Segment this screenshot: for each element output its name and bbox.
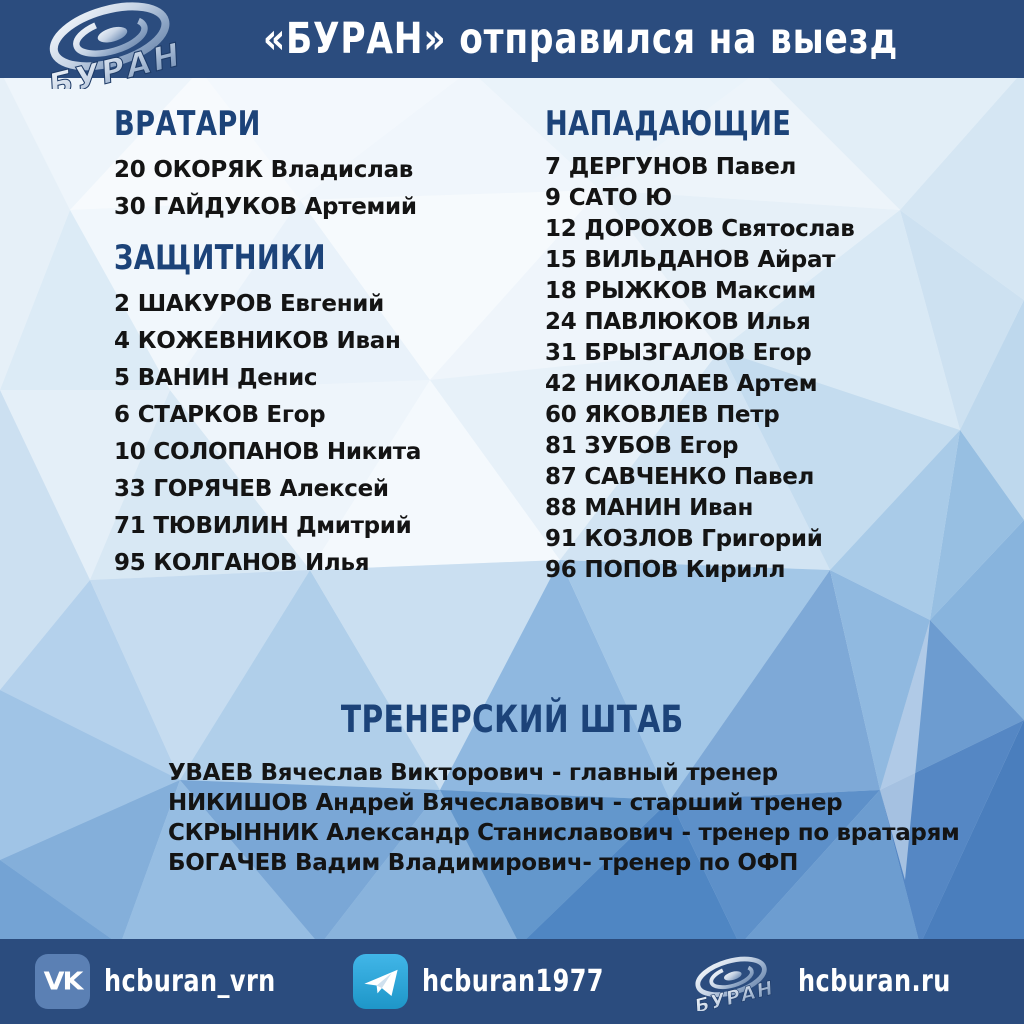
- player-number: 31: [545, 340, 577, 366]
- buran-logo: [22, 1, 207, 89]
- player-number: 20: [114, 157, 146, 183]
- player-name: ПОПОВ Кирилл: [584, 557, 786, 583]
- roster-left-column: [114, 104, 534, 582]
- player-row: [545, 245, 1005, 276]
- coach-row: НИКИШОВ Андрей Вячеславович - старший тренер: [168, 790, 843, 816]
- coaching-staff-section: [0, 698, 1024, 878]
- roster-right-column: [545, 104, 1005, 586]
- player-row: [545, 493, 1005, 524]
- player-row: [545, 307, 1005, 338]
- player-row: [545, 431, 1005, 462]
- telegram-link[interactable]: [353, 954, 649, 1009]
- player-name: ЯКОВЛЕВ Петр: [584, 402, 780, 428]
- player-row: [114, 360, 534, 397]
- player-name: КОЖЕВНИКОВ Иван: [137, 328, 401, 354]
- player-row: [545, 369, 1005, 400]
- player-number: 87: [545, 464, 577, 490]
- player-name: КОЗЛОВ Григорий: [584, 526, 823, 552]
- player-name: МАНИН Иван: [584, 495, 754, 521]
- player-row: [114, 397, 534, 434]
- player-name: ДОРОХОВ Святослав: [584, 216, 855, 242]
- player-number: 81: [545, 433, 577, 459]
- player-number: 96: [545, 557, 577, 583]
- player-row: [114, 471, 534, 508]
- player-name: ГОРЯЧЕВ Алексей: [153, 476, 389, 502]
- player-row: [545, 338, 1005, 369]
- player-number: 5: [114, 365, 130, 391]
- player-name: САВЧЕНКО Павел: [584, 464, 815, 490]
- page-title: «БУРАН» отправился на выезд: [263, 14, 899, 64]
- footer-bar: [0, 939, 1024, 1024]
- player-name: ВАНИН Денис: [137, 365, 318, 391]
- vk-icon: VK: [35, 954, 90, 1009]
- player-row: [114, 434, 534, 471]
- player-row: [545, 555, 1005, 586]
- player-row: [545, 214, 1005, 245]
- player-number: 24: [545, 309, 577, 335]
- player-name: ГАЙДУКОВ Артемий: [153, 194, 417, 220]
- player-name: СТАРКОВ Егор: [137, 402, 326, 428]
- vk-link[interactable]: [35, 954, 319, 1009]
- player-name: ШАКУРОВ Евгений: [137, 291, 384, 317]
- defenders-heading: ЗАЩИТНИКИ: [114, 238, 326, 278]
- player-name: ЗУБОВ Егор: [584, 433, 739, 459]
- telegram-icon: [353, 954, 408, 1009]
- vk-handle: hcburan_vrn: [104, 964, 276, 999]
- player-number: 12: [545, 216, 577, 242]
- player-row: [114, 189, 534, 226]
- player-name: НИКОЛАЕВ Артем: [584, 371, 818, 397]
- player-number: 15: [545, 247, 577, 273]
- player-row: [545, 276, 1005, 307]
- player-number: 60: [545, 402, 577, 428]
- player-name: САТО Ю: [568, 185, 672, 211]
- player-name: БРЫЗГАЛОВ Егор: [584, 340, 812, 366]
- player-number: 42: [545, 371, 577, 397]
- website-link[interactable]: [684, 953, 989, 1011]
- player-number: 6: [114, 402, 130, 428]
- player-row: [114, 323, 534, 360]
- player-row: [545, 462, 1005, 493]
- player-row: [545, 152, 1005, 183]
- player-row: [114, 508, 534, 545]
- player-number: 88: [545, 495, 577, 521]
- player-name: СОЛОПАНОВ Никита: [153, 439, 422, 465]
- player-number: 2: [114, 291, 130, 317]
- player-name: ВИЛЬДАНОВ Айрат: [584, 247, 836, 273]
- forwards-heading: НАПАДАЮЩИЕ: [545, 104, 792, 144]
- player-number: 7: [545, 154, 561, 180]
- player-number: 4: [114, 328, 130, 354]
- player-number: 71: [114, 513, 146, 539]
- goalkeepers-list: [114, 152, 534, 226]
- coach-row: БОГАЧЕВ Вадим Владимирович- тренер по ОФП: [168, 850, 799, 876]
- player-row: [114, 545, 534, 582]
- forwards-list: [545, 152, 1005, 586]
- player-number: 10: [114, 439, 146, 465]
- player-row: [545, 183, 1005, 214]
- player-number: 95: [114, 550, 146, 576]
- player-row: [545, 524, 1005, 555]
- coach-row: УВАЕВ Вячеслав Викторович - главный тренер: [168, 760, 778, 786]
- coach-row: СКРЫННИК Александр Станиславович - тренер по вратарям: [168, 820, 960, 846]
- goalkeepers-heading: ВРАТАРИ: [114, 104, 261, 144]
- player-name: ДЕРГУНОВ Павел: [568, 154, 797, 180]
- coaching-staff-heading: ТРЕНЕРСКИЙ ШТАБ: [340, 698, 684, 741]
- player-row: [114, 286, 534, 323]
- player-row: [114, 152, 534, 189]
- coaching-staff-list: [168, 758, 1024, 878]
- buran-footer-logo: [684, 953, 784, 1011]
- player-number: 18: [545, 278, 577, 304]
- player-name: ПАВЛЮКОВ Илья: [584, 309, 811, 335]
- player-number: 91: [545, 526, 577, 552]
- player-name: ТЮВИЛИН Дмитрий: [153, 513, 412, 539]
- telegram-handle: hcburan1977: [422, 964, 605, 999]
- player-number: 30: [114, 194, 146, 220]
- player-number: 9: [545, 185, 561, 211]
- player-name: КОЛГАНОВ Илья: [153, 550, 370, 576]
- player-row: [545, 400, 1005, 431]
- website-url: hcburan.ru: [798, 964, 951, 999]
- player-name: ОКОРЯК Владислав: [153, 157, 414, 183]
- player-name: РЫЖКОВ Максим: [584, 278, 816, 304]
- defenders-list: [114, 286, 534, 582]
- player-number: 33: [114, 476, 146, 502]
